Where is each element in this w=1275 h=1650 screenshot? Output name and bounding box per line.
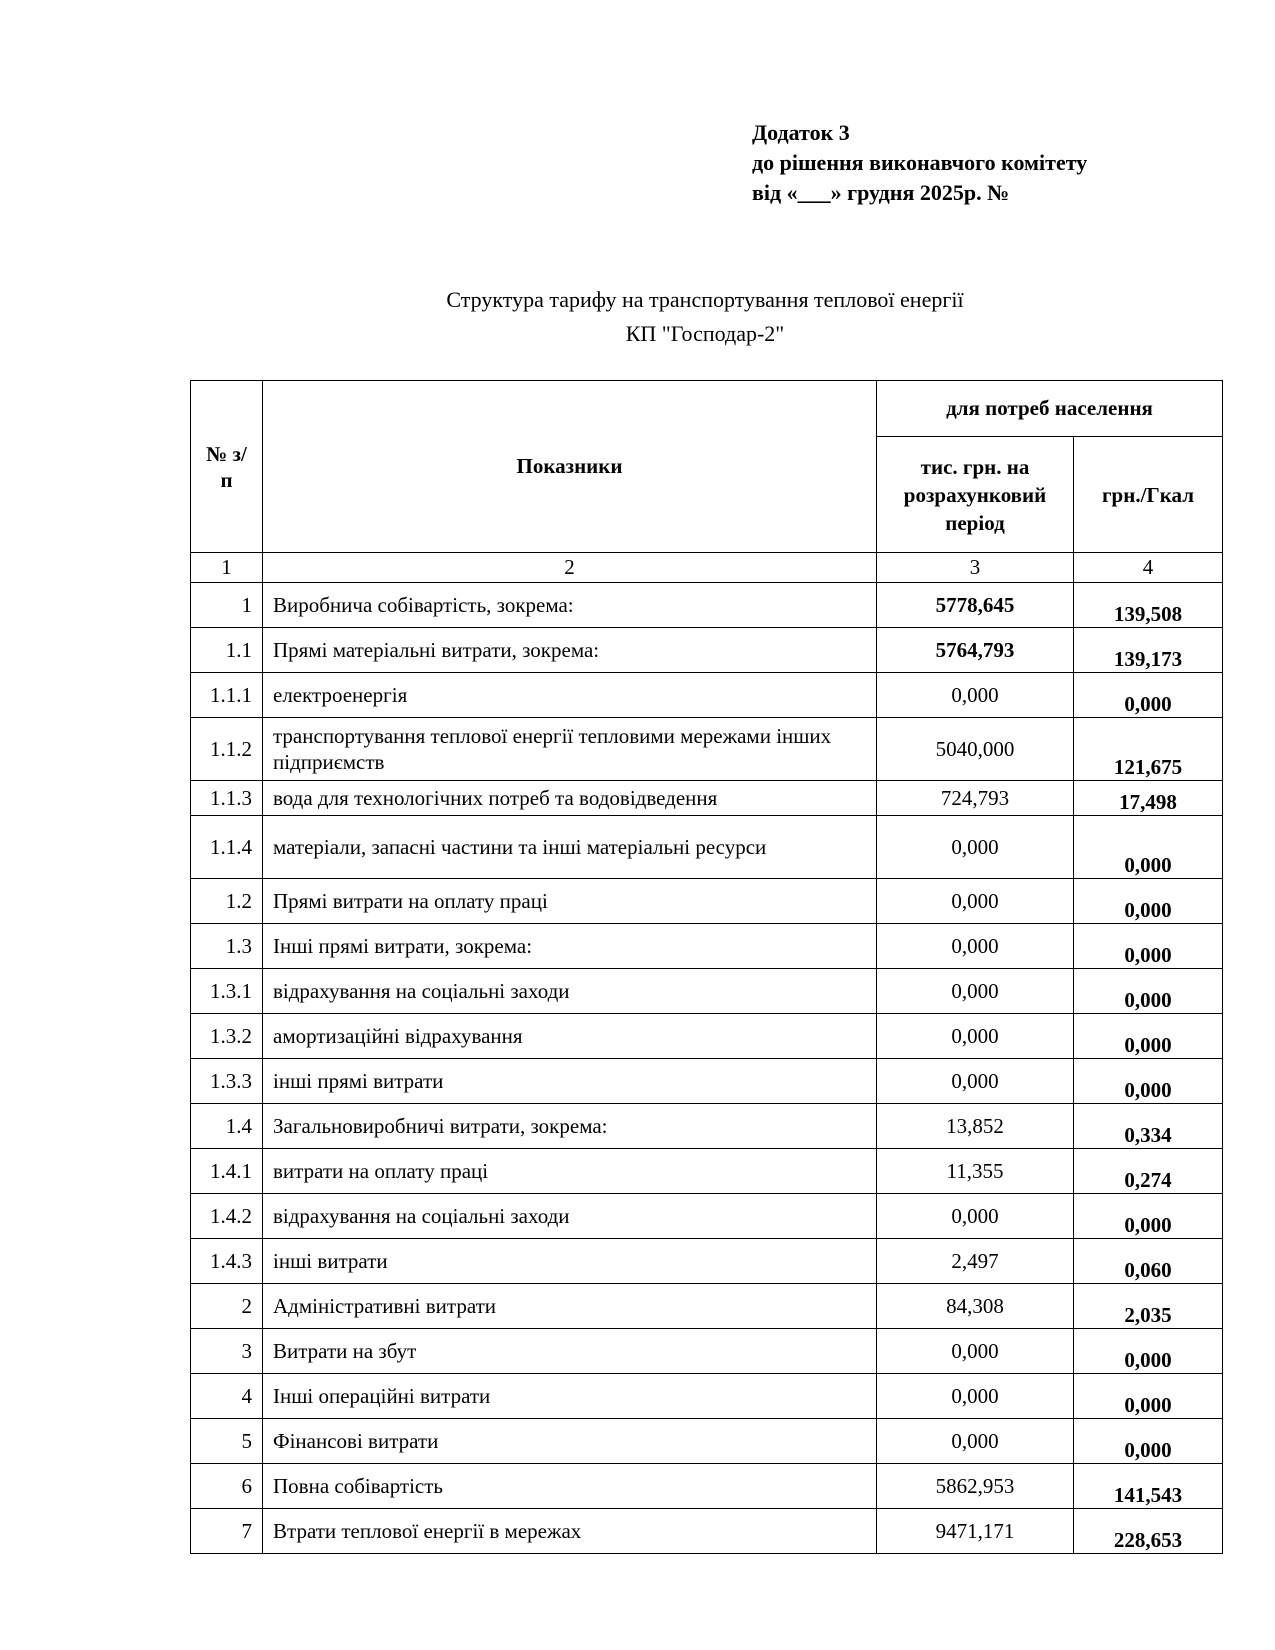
row-per-gcal-value: 0,000	[1074, 1059, 1223, 1104]
header-number: № з/п	[191, 381, 263, 553]
row-total-value: 0,000	[877, 924, 1074, 969]
row-total-value: 0,000	[877, 969, 1074, 1014]
row-total-value: 2,497	[877, 1239, 1074, 1284]
row-total-value: 5764,793	[877, 628, 1074, 673]
header-indicator: Показники	[263, 381, 877, 553]
row-per-gcal-value: 2,035	[1074, 1284, 1223, 1329]
row-per-gcal-value: 0,274	[1074, 1149, 1223, 1194]
row-number: 4	[191, 1374, 263, 1419]
row-indicator: Прямі витрати на оплату праці	[263, 879, 877, 924]
row-indicator: Виробнича собівартість, зокрема:	[263, 583, 877, 628]
row-number: 5	[191, 1419, 263, 1464]
column-number: 4	[1074, 553, 1223, 583]
row-total-value: 0,000	[877, 1329, 1074, 1374]
row-total-value: 5040,000	[877, 718, 1074, 781]
table-row	[191, 1329, 1223, 1374]
row-number: 1.4.3	[191, 1239, 263, 1284]
row-number: 6	[191, 1464, 263, 1509]
row-indicator: Втрати теплової енергії в мережах	[263, 1509, 877, 1554]
row-indicator: Прямі матеріальні витрати, зокрема:	[263, 628, 877, 673]
header-per-gcal: грн./Гкал	[1074, 437, 1223, 553]
row-number: 3	[191, 1329, 263, 1374]
row-indicator: амортизаційні відрахування	[263, 1014, 877, 1059]
row-per-gcal-value: 0,000	[1074, 969, 1223, 1014]
table-row	[191, 1419, 1223, 1464]
row-indicator: Загальновиробничі витрати, зокрема:	[263, 1104, 877, 1149]
tariff-structure-table	[190, 380, 1223, 1554]
row-indicator: електроенергія	[263, 673, 877, 718]
row-per-gcal-value: 141,543	[1074, 1464, 1223, 1509]
column-number: 1	[191, 553, 263, 583]
table-row	[191, 1014, 1223, 1059]
title-line-1: Структура тарифу на транспортування теплової енергії	[446, 287, 964, 312]
table-row	[191, 1284, 1223, 1329]
row-per-gcal-value: 0,000	[1074, 1419, 1223, 1464]
row-indicator: інші витрати	[263, 1239, 877, 1284]
row-number: 1.3.3	[191, 1059, 263, 1104]
row-indicator: Фінансові витрати	[263, 1419, 877, 1464]
row-total-value: 0,000	[877, 673, 1074, 718]
row-total-value: 0,000	[877, 1014, 1074, 1059]
row-number: 1.2	[191, 879, 263, 924]
table-row	[191, 1059, 1223, 1104]
row-per-gcal-value: 0,000	[1074, 1374, 1223, 1419]
table-row	[191, 969, 1223, 1014]
row-number: 1.1.1	[191, 673, 263, 718]
table-row	[191, 781, 1223, 816]
row-total-value: 0,000	[877, 879, 1074, 924]
row-per-gcal-value: 0,334	[1074, 1104, 1223, 1149]
annex-header	[752, 118, 1087, 208]
row-total-value: 0,000	[877, 1419, 1074, 1464]
row-total-value: 5862,953	[877, 1464, 1074, 1509]
row-indicator: інші прямі витрати	[263, 1059, 877, 1104]
row-total-value: 5778,645	[877, 583, 1074, 628]
table-row	[191, 816, 1223, 879]
table-row	[191, 879, 1223, 924]
header-group: для потреб населення	[877, 381, 1223, 437]
row-per-gcal-value: 0,000	[1074, 879, 1223, 924]
row-indicator: витрати на оплату праці	[263, 1149, 877, 1194]
row-per-gcal-value: 0,000	[1074, 816, 1223, 879]
row-number: 2	[191, 1284, 263, 1329]
row-number: 7	[191, 1509, 263, 1554]
row-indicator: транспортування теплової енергії тепловими мережами інших підприємств	[263, 718, 877, 781]
table-row	[191, 1509, 1223, 1554]
annex-title: Додаток 3	[752, 120, 850, 145]
row-indicator: Повна собівартість	[263, 1464, 877, 1509]
document-title	[0, 283, 1275, 351]
table-row	[191, 718, 1223, 781]
row-number: 1	[191, 583, 263, 628]
table-row	[191, 628, 1223, 673]
row-indicator: Інші прямі витрати, зокрема:	[263, 924, 877, 969]
table-row	[191, 1239, 1223, 1284]
row-indicator: відрахування на соціальні заходи	[263, 969, 877, 1014]
table-row	[191, 924, 1223, 969]
row-total-value: 724,793	[877, 781, 1074, 816]
row-indicator: Витрати на збут	[263, 1329, 877, 1374]
row-per-gcal-value: 0,000	[1074, 673, 1223, 718]
row-total-value: 0,000	[877, 1059, 1074, 1104]
row-per-gcal-value: 17,498	[1074, 781, 1223, 816]
row-per-gcal-value: 0,000	[1074, 1194, 1223, 1239]
row-number: 1.1.4	[191, 816, 263, 879]
row-per-gcal-value: 139,173	[1074, 628, 1223, 673]
row-number: 1.1	[191, 628, 263, 673]
table-row	[191, 1374, 1223, 1419]
row-total-value: 0,000	[877, 1194, 1074, 1239]
table-row	[191, 583, 1223, 628]
table-row	[191, 1104, 1223, 1149]
row-per-gcal-value: 0,060	[1074, 1239, 1223, 1284]
row-per-gcal-value: 0,000	[1074, 924, 1223, 969]
title-line-2: КП "Господар-2"	[625, 321, 785, 346]
table-row	[191, 1464, 1223, 1509]
row-indicator: Адміністративні витрати	[263, 1284, 877, 1329]
row-number: 1.1.3	[191, 781, 263, 816]
row-number: 1.3	[191, 924, 263, 969]
column-number: 2	[263, 553, 877, 583]
row-total-value: 9471,171	[877, 1509, 1074, 1554]
column-number: 3	[877, 553, 1074, 583]
row-per-gcal-value: 228,653	[1074, 1509, 1223, 1554]
row-total-value: 0,000	[877, 816, 1074, 879]
row-indicator: матеріали, запасні частини та інші матеріальні ресурси	[263, 816, 877, 879]
table-row	[191, 1194, 1223, 1239]
row-number: 1.3.2	[191, 1014, 263, 1059]
row-number: 1.4	[191, 1104, 263, 1149]
row-number: 1.3.1	[191, 969, 263, 1014]
annex-date: від «___» грудня 2025р. №	[752, 180, 1010, 205]
row-number: 1.4.1	[191, 1149, 263, 1194]
annex-decision: до рішення виконавчого комітету	[752, 150, 1088, 175]
row-per-gcal-value: 121,675	[1074, 718, 1223, 781]
row-indicator: вода для технологічних потреб та водовідведення	[263, 781, 877, 816]
table-row	[191, 673, 1223, 718]
row-per-gcal-value: 0,000	[1074, 1329, 1223, 1374]
row-indicator: відрахування на соціальні заходи	[263, 1194, 877, 1239]
table-row	[191, 1149, 1223, 1194]
header-total: тис. грн. на розрахунковий період	[877, 437, 1074, 553]
row-per-gcal-value: 0,000	[1074, 1014, 1223, 1059]
row-number: 1.1.2	[191, 718, 263, 781]
row-indicator: Інші операційні витрати	[263, 1374, 877, 1419]
row-number: 1.4.2	[191, 1194, 263, 1239]
row-per-gcal-value: 139,508	[1074, 583, 1223, 628]
row-total-value: 11,355	[877, 1149, 1074, 1194]
row-total-value: 84,308	[877, 1284, 1074, 1329]
row-total-value: 13,852	[877, 1104, 1074, 1149]
row-total-value: 0,000	[877, 1374, 1074, 1419]
